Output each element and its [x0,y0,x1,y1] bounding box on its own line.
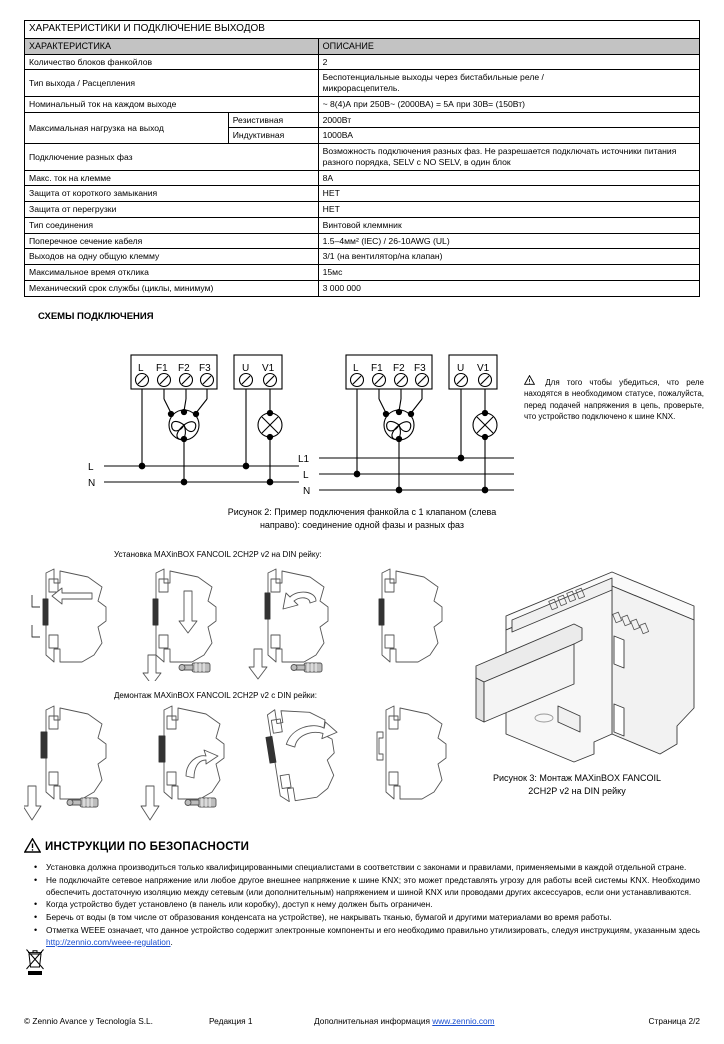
list-item-weee [24,925,700,949]
din-step-2 [143,569,216,681]
row-value-line [323,72,695,83]
table-row [25,265,700,281]
knx-warning-note [524,375,704,423]
row-value: 1000ВА [318,128,699,144]
device-din-rail-illustration [462,558,702,778]
footer-more-info-label: Дополнительная информация [314,1016,433,1026]
rail-label-l1: L1 [298,453,310,465]
row-value-line: источники питания разного порядка, SELV с NO SELV, в один блок [322,146,677,167]
warning-triangle-icon [524,378,542,387]
figure3-caption-line1: Рисунок 3: Монтаж MAXinBOX FANCOIL [492,773,662,783]
terminal-label-u: U [242,362,250,374]
din-dismount-step-3 [262,702,347,804]
row-label: Макс. ток на клемме [25,170,319,186]
terminal-label-l: L [353,362,359,374]
output-specifications-table [24,20,700,297]
page-footer [24,1016,700,1026]
safety-instructions-heading: ИНСТРУКЦИИ ПО БЕЗОПАСНОСТИ [45,841,250,853]
table-title: ХАРАКТЕРИСТИКИ И ПОДКЛЮЧЕНИЕ ВЫХОДОВ [25,21,700,39]
table-row [25,70,700,96]
terminal-label-f1: F1 [371,362,383,374]
terminal-label-u: U [457,362,465,374]
table-row [25,96,700,112]
terminal-label-f2: F2 [393,362,405,374]
row-label: Максимальное время отклика [25,265,319,281]
row-label: Максимальная нагрузка на выход [25,112,229,143]
figure3-caption-line2: 2CH2P v2 на DIN рейку [528,786,626,797]
safety-instructions-heading-row [24,838,700,856]
figure3-caption [462,772,692,798]
terminal-label-v1: V1 [262,362,275,374]
footer-copyright: © Zennio Avance y Tecnología S.L. [24,1016,153,1026]
din-dismount-steps-svg [24,702,474,822]
weee-crossed-bin-icon [24,948,46,981]
row-value-line: = 5А при 30В= (150Вт) [435,98,526,109]
row-label: Поперечное сечение кабеля [25,233,319,249]
table-title-row [25,21,700,39]
terminal-label-f2: F2 [178,362,190,374]
figure2-caption-line1: Рисунок 2: Пример подключения фанкойла с 1 клапаном (слева [227,506,497,517]
table-row [25,54,700,70]
row-sublabel: Индуктивная [228,128,318,144]
list-item: • Не подключайте сетевое напряжение или любое другое внешнее напряжение к шине KNX; это может представлять угрозу для работы всей системы KNX. Необходимо обеспечить достаточную изоляцию между сетевым (или дополнительным) напряжением и шиной KNX или проводами других аксессуаров, если они устанавливаются. [24,875,700,899]
table-row [25,144,700,170]
din-dismount-caption: Демонтаж MAXinBOX FANCOIL 2CH2P v2 с DIN рейки: [114,690,317,700]
terminal-label-f1: F1 [156,362,168,374]
table-row [25,233,700,249]
list-item: • Беречь от воды (в том числе от образования конденсата на устройстве), не накрывать тканью, бумагой и другими материалами во время работы. [24,912,700,924]
row-value: НЕТ [318,186,699,202]
row-value: НЕТ [318,202,699,218]
row-value-line: микрорасцепитель. [322,83,400,94]
row-value: Винтовой клеммник [318,217,699,233]
zennio-website-link[interactable]: www.zennio.com [432,1016,495,1026]
din-step-4 [379,569,442,662]
row-label: Защита от перегрузки [25,202,319,218]
table-row [25,217,700,233]
value-text: Беспотенциальные выходы через бистабильные реле / [322,72,544,83]
row-value [318,144,699,170]
din-step-3 [249,569,328,679]
table-row [25,112,700,128]
din-mount-steps-svg [24,563,474,681]
footer-page-number: Страница 2/2 [648,1016,700,1026]
terminal-label-v1: V1 [477,362,490,374]
din-dismount-step-4 [377,706,446,799]
terminal-label-l: L [138,362,144,374]
list-item: • Когда устройство будет установлено (в панель или коробку), доступ к нему должен быть ограничен. [24,899,700,911]
wiring-diagrams-heading: СХЕМЫ ПОДКЛЮЧЕНИЯ [38,310,154,322]
wiring-diagram-multi-phase [319,355,514,493]
row-value: 8А [318,170,699,186]
weee-text-suffix: . [170,936,173,947]
row-value: 15мс [318,265,699,281]
weee-regulation-link[interactable]: http://zennio.com/weee-regulation [46,936,171,947]
table-row [25,186,700,202]
table-row [25,202,700,218]
list-item: • Установка должна производиться только квалифицированными специалистами в соответствии с законами и правилами, применяемыми в каждой отдельной стране. [24,862,700,874]
rail-label-n: N [88,477,96,489]
terminal-label-f3: F3 [414,362,426,374]
table-row [25,249,700,265]
footer-more-info [314,1016,605,1026]
row-label: Защита от короткого замыкания [25,186,319,202]
footer-revision: Редакция 1 [209,1016,253,1026]
column-header-description: ОПИСАНИЕ [318,38,699,54]
weee-text-prefix: Отметка WEEE означает, что данное устройство содержит электронные компоненты и его необходимо правильно утилизировать, следуя инструкциям, указанным здесь [46,924,700,935]
row-value: 2000Вт [318,112,699,128]
terminal-label-f3: F3 [199,362,211,374]
wiring-diagram-single-phase [104,355,299,485]
rail-label-n: N [303,485,311,497]
figure2-caption-line2: направо): соединение одной фазы и разных фаз [259,519,465,530]
row-label: Выходов на одну общую клемму [25,249,319,265]
din-step-1 [32,569,106,662]
row-sublabel: Резистивная [228,112,318,128]
rail-label-l: L [88,461,94,473]
table-row [25,170,700,186]
row-label: Номинальный ток на каждом выходе [25,96,319,112]
column-header-characteristic: ХАРАКТЕРИСТИКА [25,38,319,54]
row-value-line: Возможность подключения разных фаз. Не разрешается подключать [322,146,600,157]
row-label: Тип соединения [25,217,319,233]
row-value: 3/1 (на вентилятор/на клапан) [318,249,699,265]
row-value [318,96,699,112]
figure2-caption [24,506,700,532]
table-row [25,280,700,296]
din-dismount-step-2 [141,706,224,820]
rail-label-l: L [303,469,309,481]
safety-instructions-list [24,862,700,948]
row-label: Подключение разных фаз [25,144,319,170]
din-dismount-step-1 [24,706,106,820]
row-label: Тип выхода / Расцепления [25,70,319,96]
safety-instructions-section [24,838,700,949]
row-value: 3 000 000 [318,280,699,296]
document-page [0,20,724,1044]
warning-triangle-icon [24,838,41,856]
row-value: 1.5–4мм² (IEC) / 26-10AWG (UL) [318,233,699,249]
table-header-row [25,38,700,54]
wiring-diagrams-area [24,330,704,500]
row-value-line: ~ 8(4)А при 250В~ (2000ВА) [322,98,434,109]
row-value [318,70,699,96]
din-mount-caption: Установка MAXinBOX FANCOIL 2CH2P v2 на DIN рейку: [114,549,322,559]
row-label: Количество блоков фанкойлов [25,54,319,70]
row-value: 2 [318,54,699,70]
wiring-diagrams-svg [84,335,584,500]
row-label: Механический срок службы (циклы, минимум) [25,280,319,296]
knx-warning-text: Для того чтобы убедиться, что реле находятся в необходимом статусе, пожалуйста, перед подачей напряжения в цепь, проверьте, что устройство подключено к шине KNX. [524,377,704,422]
